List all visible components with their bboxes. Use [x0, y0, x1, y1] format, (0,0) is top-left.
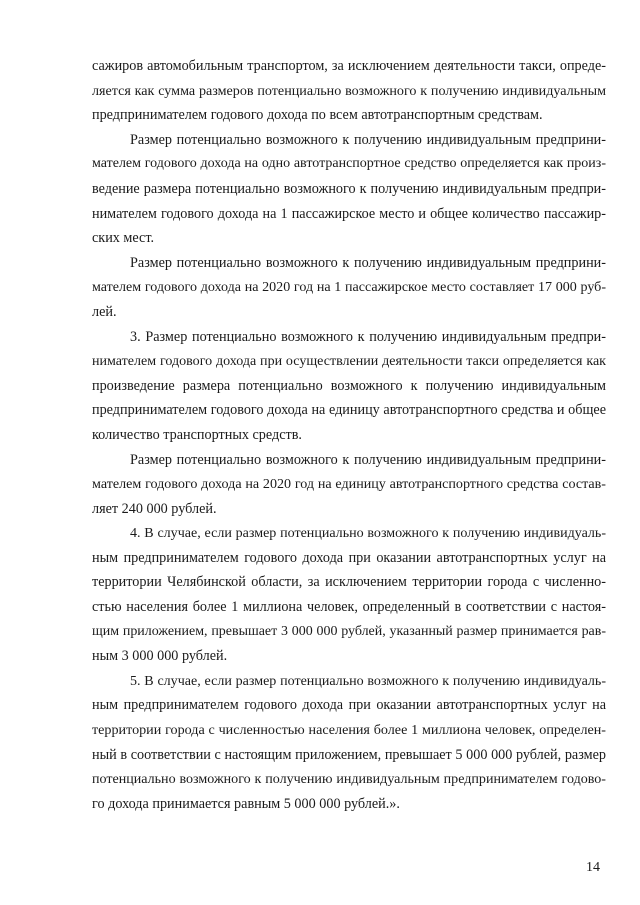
text-line: потенциально возможного к получению индивидуальным предпринимателем годово-	[92, 771, 606, 788]
text-line: ляется как сумма размеров потенциально возможного к получению индивидуальным	[92, 82, 606, 99]
page-number: 14	[586, 860, 600, 875]
text-line: мателем годового дохода на 2020 год на 1 пассажирское место составляет 17 000 руб-	[92, 279, 606, 296]
text-line: ным 3 000 000 рублей.	[92, 648, 228, 665]
text-line: стью населения более 1 миллиона человек, определенный в соответствии с настоя-	[92, 599, 606, 616]
paragraph-first-line: 3. Размер потенциально возможного к получению индивидуальным предпри-	[130, 328, 606, 345]
text-line: мателем годового дохода на одно автотранспортное средство определяется как произ-	[92, 156, 606, 172]
paragraph-first-line: Размер потенциально возможного к получению индивидуальным предприни-	[130, 131, 606, 148]
text-line: ным предпринимателем годового дохода при оказании автотранспортных услуг на	[92, 549, 606, 566]
text-line: ным предпринимателем годового дохода при оказании автотранспортных услуг на	[92, 697, 606, 714]
text-line: количество транспортных средств.	[92, 426, 302, 443]
body-text	[92, 54, 606, 816]
text-line: лей.	[92, 303, 117, 320]
paragraph-first-line: 4. В случае, если размер потенциально возможного к получению индивидуаль-	[130, 525, 606, 542]
text-line: мателем годового дохода на 2020 год на единицу автотранспортного средства состав-	[92, 476, 606, 493]
text-line: ный в соответствии с настоящим приложением, превышает 5 000 000 рублей, размер	[92, 746, 606, 763]
paragraph-first-line: 5. В случае, если размер потенциально возможного к получению индивидуаль-	[130, 672, 606, 689]
text-line: ских мест.	[92, 230, 155, 247]
text-line: произведение размера потенциально возможного к получению индивидуальным	[92, 377, 606, 394]
text-line: ведение размера потенциально возможного к получению индивидуальным предпри-	[92, 180, 606, 197]
paragraph-first-line: Размер потенциально возможного к получению индивидуальным предприни-	[130, 451, 606, 468]
text-line: го дохода принимается равным 5 000 000 рублей.».	[92, 795, 400, 812]
paragraph-first-line: Размер потенциально возможного к получению индивидуальным предприни-	[130, 254, 606, 271]
text-line: предпринимателем годового дохода на единицу автотранспортного средства и общее	[92, 402, 606, 419]
text-line: предпринимателем годового дохода по всем автотранспортным средствам.	[92, 107, 543, 124]
text-line: ляет 240 000 рублей.	[92, 500, 217, 517]
text-line: щим приложением, превышает 3 000 000 рублей, указанный размер принимается рав-	[92, 623, 606, 639]
text-line: нимателем годового дохода при осуществлении деятельности такси определяется как	[92, 353, 606, 370]
text-line: нимателем годового дохода на 1 пассажирское место и общее количество пассажир-	[92, 205, 606, 222]
text-line: территории города с численностью населения более 1 миллиона человек, определен-	[92, 722, 606, 739]
text-line: территории Челябинской области, за исключением территории города с численно-	[92, 574, 606, 591]
text-line: сажиров автомобильным транспортом, за исключением деятельности такси, опреде-	[92, 58, 606, 74]
